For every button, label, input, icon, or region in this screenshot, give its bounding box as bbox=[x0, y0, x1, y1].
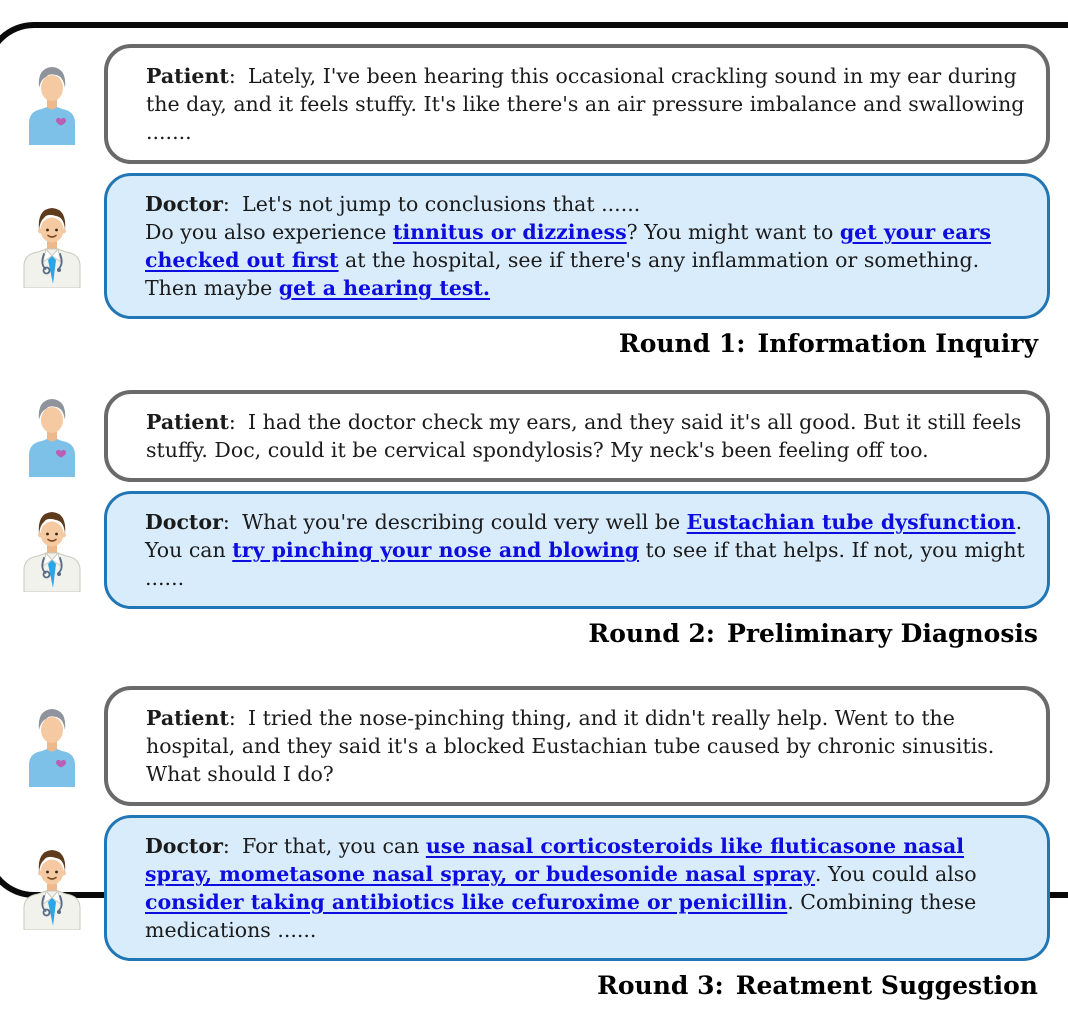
doctor-speech-bubble bbox=[104, 815, 1050, 961]
doctor-message-row bbox=[0, 491, 1050, 609]
patient-speech-bubble bbox=[104, 686, 1050, 806]
doctor-speech-bubble bbox=[104, 173, 1050, 319]
message-segment: ? You might want to bbox=[626, 220, 840, 244]
speaker-name: Doctor bbox=[145, 510, 223, 534]
doctor-avatar bbox=[0, 846, 104, 930]
highlighted-phrase: Eustachian tube dysfunction bbox=[686, 510, 1016, 534]
speaker-colon: : bbox=[222, 192, 230, 216]
patient-avatar-icon bbox=[25, 395, 79, 477]
message-segment: at the hospital, see if there's any inflammation or something. Then maybe bbox=[145, 248, 980, 300]
rounds-container bbox=[0, 44, 1068, 1032]
message-segment: Lately, I've been hearing this occasional crackling sound in my ear during the day, and it feels stuffy. It's like there's an air pressure imbalance and swallowing ....... bbox=[146, 64, 1025, 144]
doctor-avatar bbox=[0, 204, 104, 288]
patient-avatar bbox=[0, 63, 104, 145]
speaker-name: Doctor bbox=[145, 834, 223, 858]
round-label-title: Information Inquiry bbox=[757, 329, 1038, 358]
message-segment: Do you also experience bbox=[145, 220, 393, 244]
dialogue-round bbox=[0, 390, 1068, 650]
speaker-name: Patient bbox=[146, 706, 229, 730]
doctor-message-row bbox=[0, 173, 1050, 319]
message-segment: . You can bbox=[145, 510, 1023, 562]
message-segment: Let's not jump to conclusions that ...... bbox=[242, 192, 641, 216]
speaker-colon: : bbox=[222, 510, 230, 534]
message-segment: . Combining these medications ...... bbox=[145, 890, 977, 942]
doctor-message-row bbox=[0, 815, 1050, 961]
patient-message-row bbox=[0, 44, 1050, 164]
round-label-prefix: Round 1: bbox=[618, 329, 746, 358]
patient-avatar-icon bbox=[25, 705, 79, 787]
highlighted-phrase: try pinching your nose and blowing bbox=[232, 538, 639, 562]
highlighted-phrase: tinnitus or dizziness bbox=[392, 220, 627, 244]
round-label bbox=[0, 618, 1038, 650]
doctor-avatar bbox=[0, 508, 104, 592]
dialogue-round bbox=[0, 44, 1068, 360]
round-label-title: Reatment Suggestion bbox=[735, 971, 1038, 1000]
speaker-colon: : bbox=[228, 410, 236, 434]
message-segment: What you're describing could very well be bbox=[242, 510, 687, 534]
round-label bbox=[0, 328, 1038, 360]
speaker-name: Patient bbox=[146, 410, 229, 434]
speaker-colon: : bbox=[228, 706, 236, 730]
doctor-avatar-icon bbox=[19, 508, 85, 592]
round-label-title: Preliminary Diagnosis bbox=[727, 619, 1038, 648]
message-segment: I had the doctor check my ears, and they said it's all good. But it still feels stuffy. Doc, could it be cervical spondylosis? My neck's been feeling off too. bbox=[146, 410, 1022, 462]
speaker-name: Doctor bbox=[145, 192, 223, 216]
patient-speech-bubble bbox=[104, 390, 1050, 482]
speaker-name: Patient bbox=[146, 64, 229, 88]
doctor-speech-bubble bbox=[104, 491, 1050, 609]
highlighted-phrase: get your ears checked out first bbox=[145, 220, 991, 272]
message-text bbox=[146, 64, 1024, 144]
message-segment: . You could also bbox=[814, 862, 977, 886]
message-text bbox=[145, 192, 991, 300]
message-segment: For that, you can bbox=[242, 834, 426, 858]
patient-avatar-icon bbox=[25, 63, 79, 145]
message-text bbox=[145, 834, 977, 942]
message-text bbox=[146, 706, 994, 786]
highlighted-phrase: get a hearing test. bbox=[278, 276, 491, 300]
dialogue-round bbox=[0, 686, 1068, 1002]
message-text bbox=[146, 410, 1021, 462]
round-label-prefix: Round 2: bbox=[588, 619, 716, 648]
message-text bbox=[145, 510, 1025, 590]
doctor-avatar-icon bbox=[19, 846, 85, 930]
highlighted-phrase: consider taking antibiotics like cefuroxime or penicillin bbox=[145, 890, 788, 914]
patient-message-row bbox=[0, 390, 1050, 482]
patient-avatar bbox=[0, 705, 104, 787]
patient-avatar bbox=[0, 395, 104, 477]
message-segment: to see if that helps. If not, you might ...... bbox=[145, 538, 1025, 590]
speaker-colon: : bbox=[228, 64, 236, 88]
highlighted-phrase: use nasal corticosteroids like fluticasone nasal spray, mometasone nasal spray, or budesonide nasal spray bbox=[145, 834, 965, 886]
round-label bbox=[0, 970, 1038, 1002]
doctor-avatar-icon bbox=[19, 204, 85, 288]
speaker-colon: : bbox=[222, 834, 230, 858]
message-segment: I tried the nose-pinching thing, and it didn't really help. Went to the hospital, and they said it's a blocked Eustachian tube caused by chronic sinusitis. What should I do? bbox=[146, 706, 995, 786]
patient-speech-bubble bbox=[104, 44, 1050, 164]
patient-message-row bbox=[0, 686, 1050, 806]
round-label-prefix: Round 3: bbox=[597, 971, 724, 1000]
